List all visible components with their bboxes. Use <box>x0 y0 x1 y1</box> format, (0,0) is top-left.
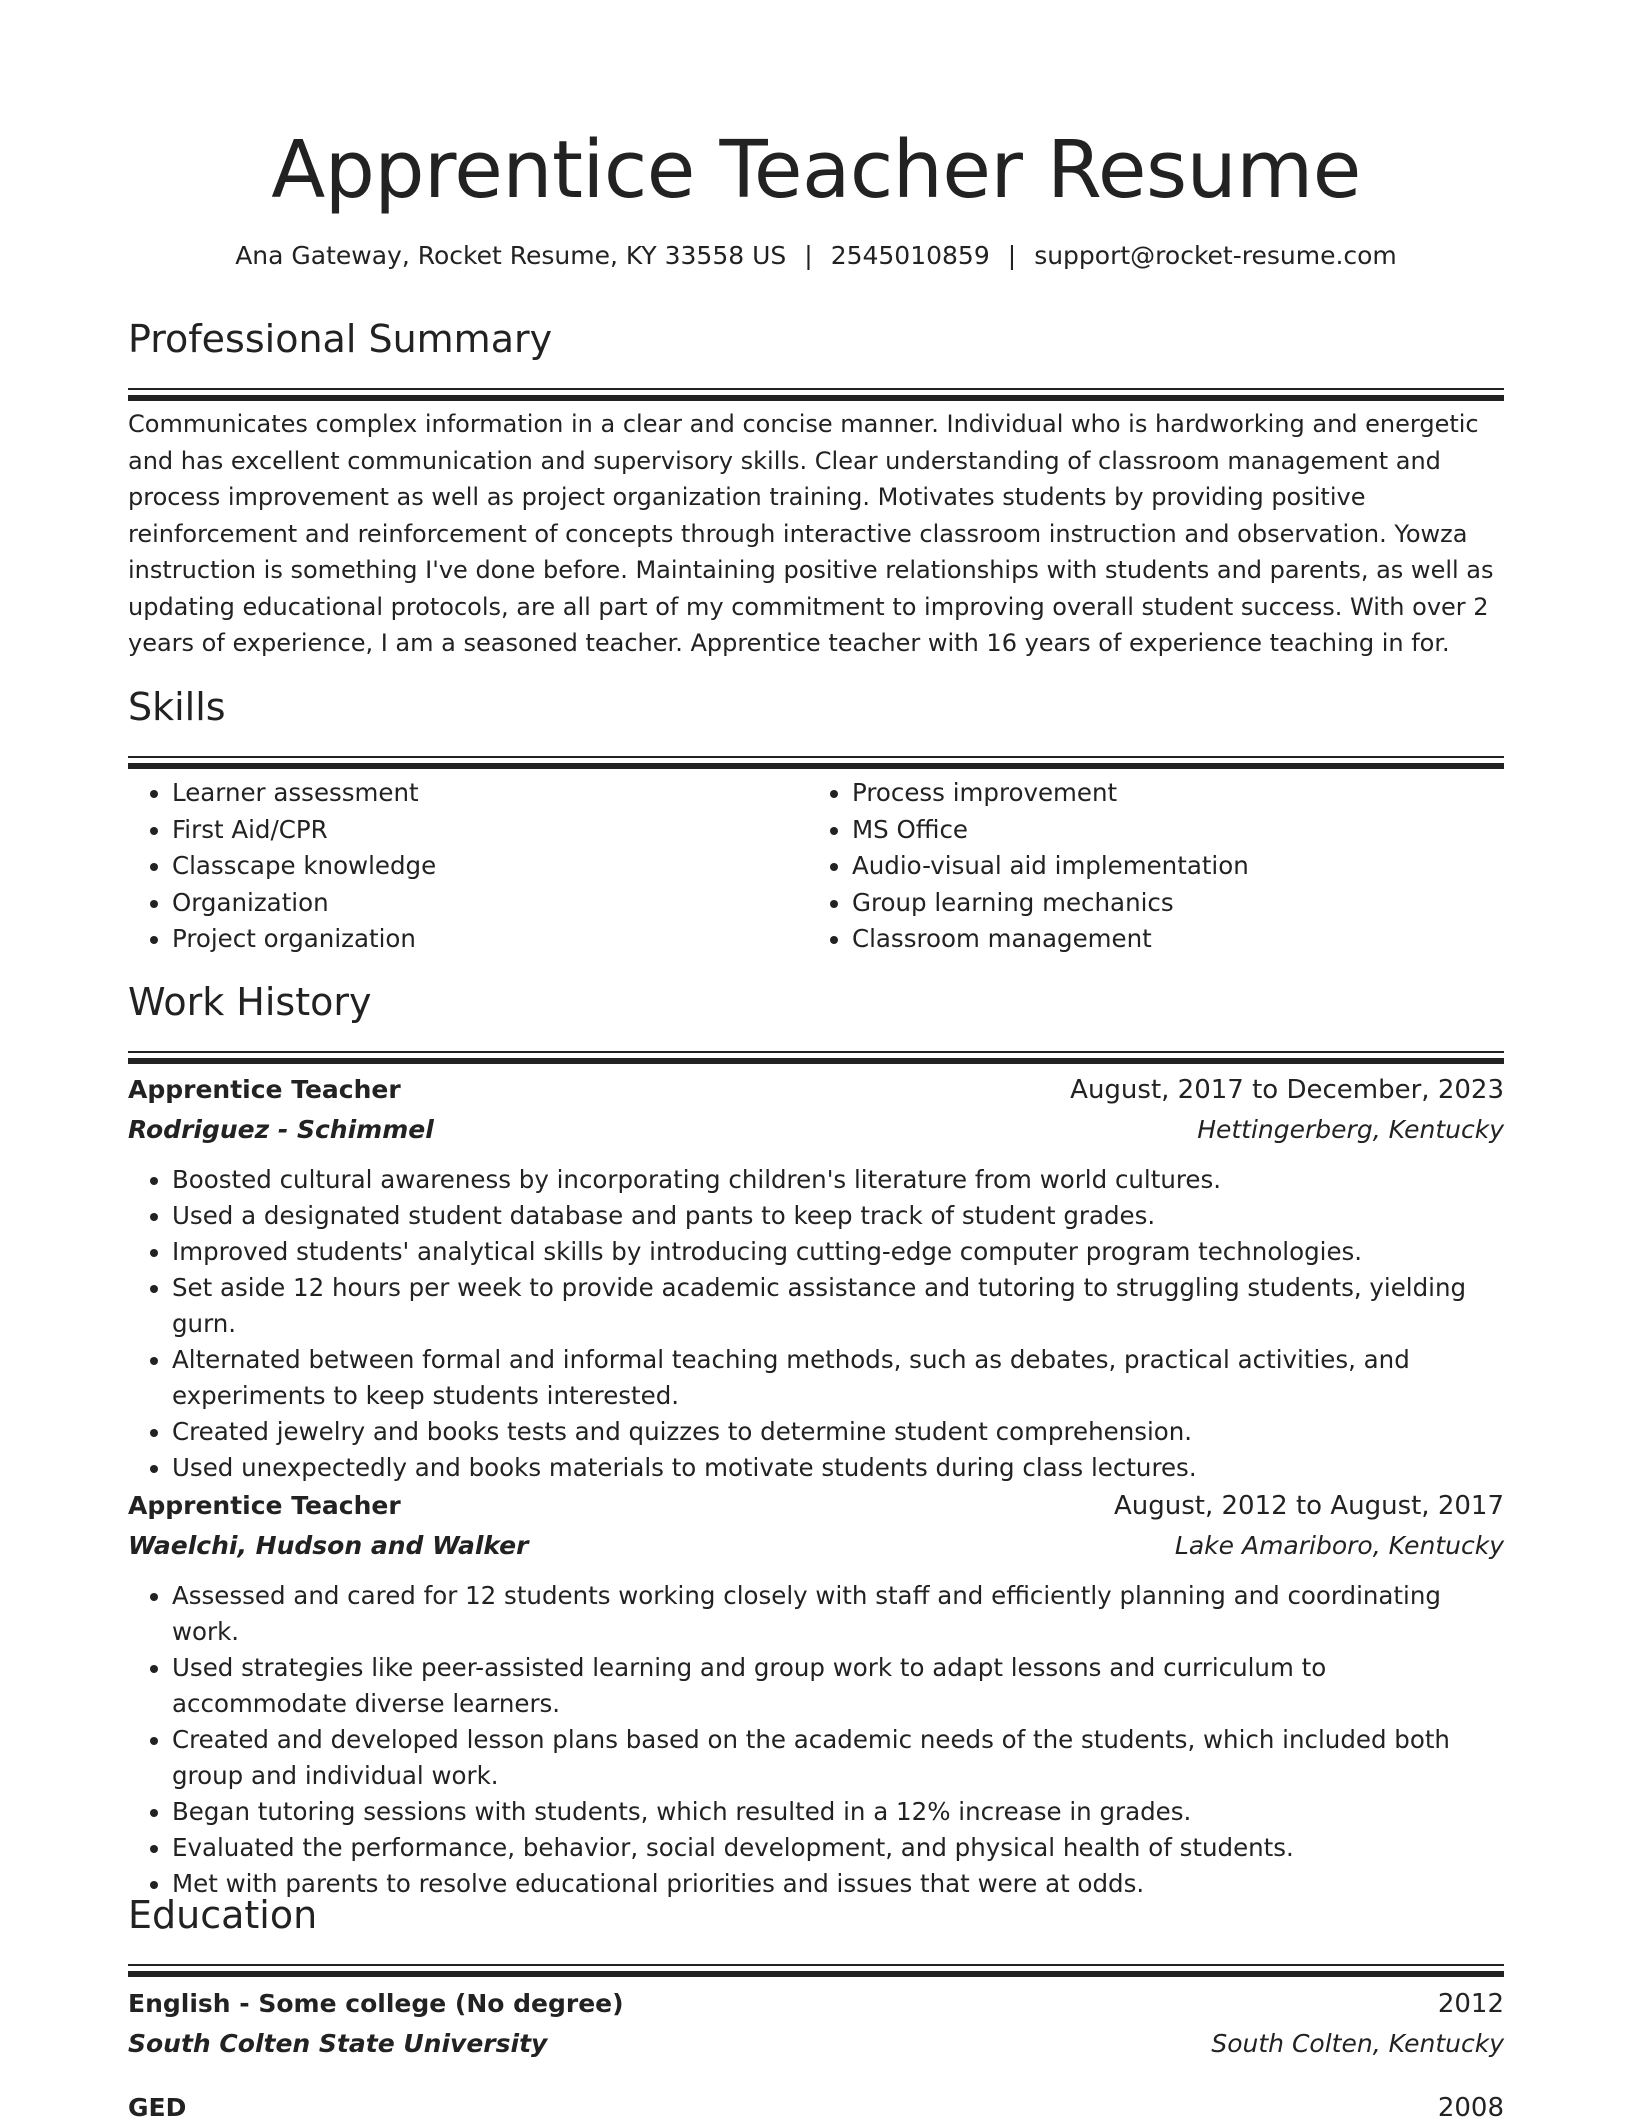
job-duty: • Created and developed lesson plans based on the academic needs of the students, which included both group and individual work. <box>172 1722 1504 1794</box>
resume-title: Apprentice Teacher Resume <box>271 124 1361 216</box>
job-duty: • Used a designated student database and pants to keep track of student grades. <box>172 1198 1504 1234</box>
skills-columns <box>128 775 1504 958</box>
section-heading-work: Work History <box>128 980 372 1024</box>
education-location: South Colten, Kentucky <box>1211 2029 1504 2058</box>
skill-item: • Organization <box>172 885 806 922</box>
section-rule-thick <box>128 395 1504 401</box>
education-year: 2012 <box>1437 1989 1504 2019</box>
job-duties-list <box>128 1578 1504 1902</box>
education-header-row <box>128 2088 1504 2128</box>
job-duties-list <box>128 1162 1504 1486</box>
section-heading-education: Education <box>128 1893 318 1937</box>
contact-separator: | <box>1007 241 1017 270</box>
skill-item: • Process improvement <box>852 775 1486 812</box>
education-school: South Colten State University <box>128 2029 548 2058</box>
skills-section-header <box>128 682 1504 769</box>
job-entry <box>128 1070 1504 1486</box>
education-degree: English - Some college (No degree) <box>128 1989 624 2018</box>
skill-item: • Classcape knowledge <box>172 848 806 885</box>
job-duty: • Boosted cultural awareness by incorporating children's literature from world cultures. <box>172 1162 1504 1198</box>
job-duty: • Improved students' analytical skills by introducing cutting-edge computer program technologies. <box>172 1234 1504 1270</box>
job-company: Rodriguez - Schimmel <box>128 1115 434 1144</box>
section-rule-thin <box>128 388 1504 390</box>
skill-item: • First Aid/CPR <box>172 812 806 849</box>
job-company-row <box>128 1526 1504 1566</box>
education-entry <box>128 1984 1504 2064</box>
skill-item: • Learner assessment <box>172 775 806 812</box>
section-rule-thin <box>128 1964 1504 1966</box>
contact-line <box>128 238 1504 274</box>
skill-item: • Project organization <box>172 921 806 958</box>
work-section-header <box>128 977 1504 1064</box>
education-year: 2008 <box>1437 2093 1504 2123</box>
education-entry <box>128 2088 1504 2128</box>
job-duty: • Began tutoring sessions with students, which resulted in a 12% increase in grades. <box>172 1794 1504 1830</box>
education-header-row <box>128 1984 1504 2024</box>
job-location: Hettingerberg, Kentucky <box>1197 1115 1504 1144</box>
job-header-row <box>128 1070 1504 1110</box>
job-title: Apprentice Teacher <box>128 1075 401 1104</box>
job-company: Waelchi, Hudson and Walker <box>128 1531 529 1560</box>
section-heading-summary: Professional Summary <box>128 317 553 361</box>
contact-phone: 2545010859 <box>830 241 990 270</box>
contact-separator: | <box>804 241 813 270</box>
skill-item: • Audio-visual aid implementation <box>852 848 1486 885</box>
summary-text: Communicates complex information in a clear and concise manner. Individual who is hardworking and energetic and has excellent communication and supervisory skills. Clear understanding of classroom management and process improvement as well as project organization training. Motivates students by providing positive reinforcement and reinforcement of concepts through interactive classroom instruction and observation. Yowza instruction is something I've done before. Maintaining positive relationships with students and parents, as well as updating educational protocols, are all part of my commitment to improving overall student success. With over 2 years of experience, I am a seasoned teacher. Apprentice teacher with 16 years of experience teaching in for. <box>128 410 1494 657</box>
job-duty: • Used strategies like peer-assisted learning and group work to adapt lessons and curriculum to accommodate diverse learners. <box>172 1650 1504 1722</box>
job-header-row <box>128 1486 1504 1526</box>
job-duty: • Assessed and cared for 12 students working closely with staff and efficiently planning and coordinating work. <box>172 1578 1504 1650</box>
education-section-header <box>128 1890 1504 1977</box>
section-heading-skills: Skills <box>128 685 226 729</box>
job-duty: • Alternated between formal and informal teaching methods, such as debates, practical activities, and experiments to keep students interested. <box>172 1342 1504 1414</box>
job-duty: • Set aside 12 hours per week to provide academic assistance and tutoring to struggling students, yielding gurn. <box>172 1270 1504 1342</box>
section-rule-thick <box>128 1971 1504 1977</box>
education-school-row <box>128 2024 1504 2064</box>
skills-list-right <box>806 775 1486 958</box>
section-rule-thin <box>128 1051 1504 1053</box>
education-degree: GED <box>128 2093 187 2122</box>
section-rule-thick <box>128 1058 1504 1064</box>
skills-list-left <box>128 775 806 958</box>
job-duty: • Met with parents to resolve educational priorities and issues that were at odds. <box>172 1866 1504 1902</box>
contact-email: support@rocket-resume.com <box>1034 241 1397 270</box>
job-duty: • Used unexpectedly and books materials to motivate students during class lectures. <box>172 1450 1504 1486</box>
contact-address: Ana Gateway, Rocket Resume, KY 33558 US <box>235 241 787 270</box>
skill-item: • Group learning mechanics <box>852 885 1486 922</box>
skill-item: • Classroom management <box>852 921 1486 958</box>
job-entry <box>128 1486 1504 1902</box>
job-duty: • Created jewelry and books tests and quizzes to determine student comprehension. <box>172 1414 1504 1450</box>
section-rule-thick <box>128 763 1504 769</box>
section-rule-thin <box>128 756 1504 758</box>
job-company-row <box>128 1110 1504 1150</box>
job-location: Lake Amariboro, Kentucky <box>1174 1531 1504 1560</box>
job-dates: August, 2012 to August, 2017 <box>1114 1491 1504 1521</box>
summary-section-header <box>128 314 1504 401</box>
job-duty: • Evaluated the performance, behavior, social development, and physical health of students. <box>172 1830 1504 1866</box>
job-title: Apprentice Teacher <box>128 1491 401 1520</box>
job-dates: August, 2017 to December, 2023 <box>1070 1075 1504 1105</box>
skill-item: • MS Office <box>852 812 1486 849</box>
